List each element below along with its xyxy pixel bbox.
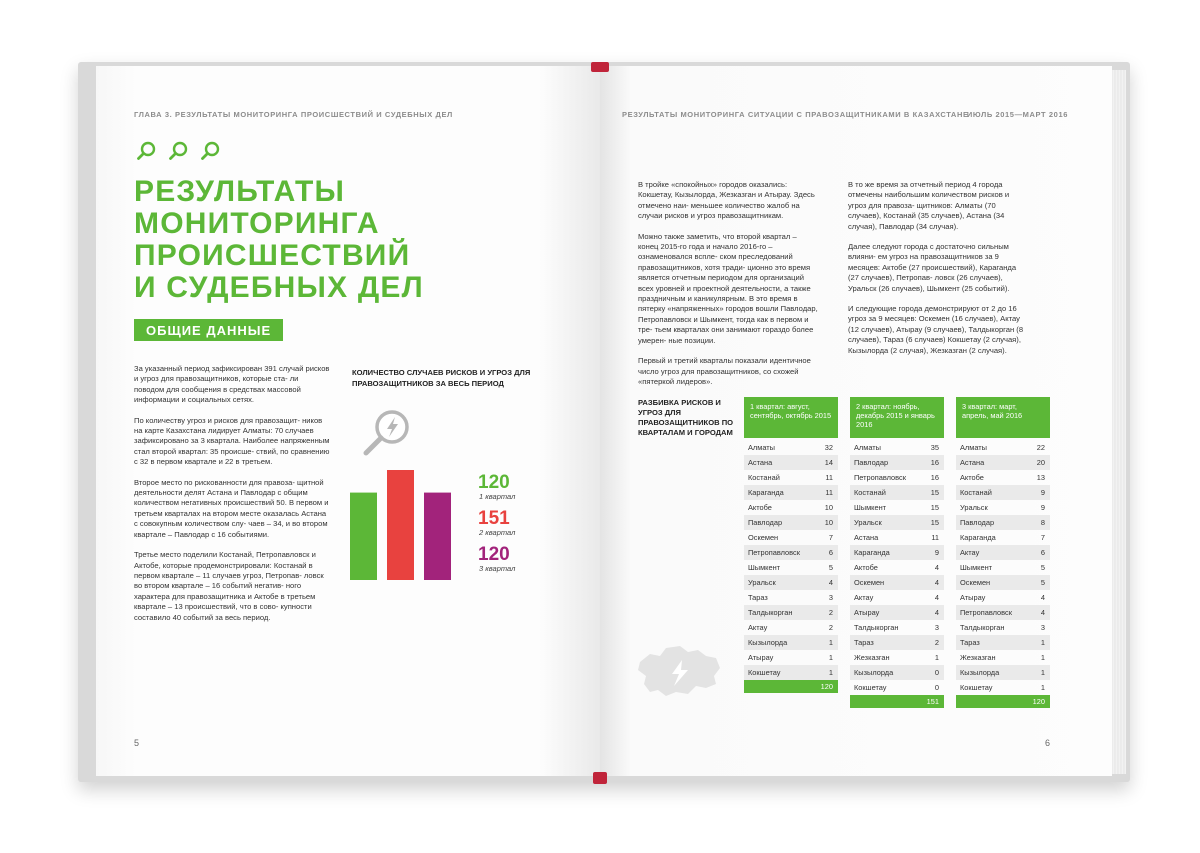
table-row (956, 620, 1050, 635)
table-row (850, 440, 944, 455)
city-name: Талдыкорган (748, 608, 793, 617)
city-value: 14 (824, 458, 833, 467)
city-name: Астана (748, 458, 773, 467)
city-name: Алматы (960, 443, 987, 452)
table-row (956, 665, 1050, 680)
city-value: 1 (1040, 653, 1045, 662)
city-value: 3 (828, 593, 833, 602)
page-number: 6 (1044, 738, 1050, 748)
city-name: Актау (748, 623, 768, 632)
left-body-text (134, 364, 330, 633)
city-name: Караганда (748, 488, 784, 497)
city-value: 1 (828, 638, 833, 647)
table-row (744, 620, 838, 635)
city-name: Тараз (854, 638, 874, 647)
city-value: 4 (1040, 593, 1045, 602)
city-name: Атырау (748, 653, 774, 662)
city-value: 1 (1040, 638, 1045, 647)
quarter-header: 3 квартал: март, апрель, май 2016 (956, 397, 1050, 438)
page-edges (1112, 70, 1126, 774)
table-row (850, 680, 944, 695)
magnifier-lightning-icon (366, 412, 407, 453)
bar-chart (348, 406, 548, 586)
paragraph: Можно также заметить, что второй квартал – конец 2015-го года и начало 2016-го – ознаменовался вспле- ском преследований правозащитников, хотя тради- ционно это время является отчетным периодом для организаций всех уровней и проектной деятельности, а также праздничным и каникулярным. В это время в пятерку «напряженных» городов вошли Павлодар, Петропавловск и Шымкент, тогда как в первом и тре- тьем кварталах они занимают гораздо более умерен- ные позиции. (638, 231, 818, 345)
city-value: 8 (1040, 518, 1045, 527)
table-row (744, 515, 838, 530)
city-name: Кызылорда (748, 638, 788, 647)
city-value: 9 (1040, 503, 1045, 512)
title-line: И СУДЕБНЫХ ДЕЛ (134, 271, 424, 304)
table-row (956, 560, 1050, 575)
city-name: Атырау (854, 608, 880, 617)
table-row (744, 545, 838, 560)
city-name: Актобе (854, 563, 878, 572)
table-row (850, 530, 944, 545)
city-value: 4 (1040, 608, 1045, 617)
table-row (744, 470, 838, 485)
table-label: РАЗБИВКА РИСКОВ И УГРОЗ ДЛЯ ПРАВОЗАЩИТНИКОВ ПО КВАРТАЛАМ И ГОРОДАМ (638, 398, 734, 437)
quarter-table-3 (956, 397, 1050, 708)
table-row (744, 500, 838, 515)
city-value: 35 (930, 443, 939, 452)
table-row (744, 590, 838, 605)
table-row (850, 560, 944, 575)
city-value: 15 (930, 503, 939, 512)
city-value: 0 (934, 683, 939, 692)
paragraph: За указанный период зафиксирован 391 случай рисков и угроз для правозащитников, которые ста- ли поводом для сообщения в средствах массовой информации и социальных сетях. (134, 364, 330, 405)
city-value: 22 (1036, 443, 1045, 452)
city-value: 2 (828, 623, 833, 632)
bar-1 (350, 493, 377, 580)
city-name: Атырау (960, 593, 986, 602)
paragraph: И следующие города демонстрируют от 2 до 16 угроз за 9 месяцев: Оскемен (16 случаев), Актау (12 случаев), Атырау (9 случаев), Талдыкорган (8 случаев), Тараз (6 случаев) Кокшетау (2 случая), Кызылорда (2 случая), Жезказган (2 случая). (848, 304, 1024, 355)
city-name: Астана (854, 533, 879, 542)
city-value: 32 (824, 443, 833, 452)
table-row (956, 485, 1050, 500)
title-line: МОНИТОРИНГА (134, 207, 380, 240)
right-running-date: ИЮЛЬ 2015—МАРТ 2016 (966, 110, 1068, 119)
table-row (744, 665, 838, 680)
city-name: Петропавловск (748, 548, 800, 557)
city-name: Кокшетау (854, 683, 887, 692)
city-value: 5 (828, 563, 833, 572)
quarter-table-1 (744, 397, 838, 693)
city-value: 5 (1040, 578, 1045, 587)
city-value: 0 (934, 668, 939, 677)
left-page (96, 66, 600, 776)
table-row (956, 470, 1050, 485)
quarter-total: 151 (850, 695, 944, 708)
city-value: 2 (828, 608, 833, 617)
city-name: Петропавловск (960, 608, 1012, 617)
city-name: Петропавловск (854, 473, 906, 482)
right-col-1 (638, 180, 818, 397)
city-name: Шымкент (748, 563, 781, 572)
paragraph: В то же время за отчетный период 4 города отмечены наибольшим количеством рисков и угроз для правоза- щитников: Алматы (70 случаев), Костанай (35 случаев), Астана (34 случая), Павлодар (34 случая). (848, 180, 1010, 231)
table-row (850, 620, 944, 635)
city-value: 10 (824, 518, 833, 527)
city-value: 1 (828, 653, 833, 662)
city-value: 15 (930, 488, 939, 497)
value-label: 120 (478, 472, 510, 493)
table-row (956, 455, 1050, 470)
magnifier-icon (168, 140, 190, 162)
quarter-header: 2 квартал: ноябрь, декабрь 2015 и январь 2016 (850, 397, 944, 438)
category-label: 1 квартал (479, 492, 516, 501)
table-row (956, 440, 1050, 455)
city-name: Тараз (748, 593, 768, 602)
bookmark-ribbon (593, 772, 607, 784)
table-row (744, 440, 838, 455)
table-row (850, 650, 944, 665)
city-name: Кокшетау (960, 683, 993, 692)
table-row (744, 650, 838, 665)
city-value: 4 (828, 578, 833, 587)
city-value: 1 (934, 653, 939, 662)
city-value: 6 (1040, 548, 1045, 557)
quarter-table-2 (850, 397, 944, 708)
page-title (134, 176, 424, 304)
city-value: 11 (825, 473, 833, 482)
city-name: Талдыкорган (960, 623, 1005, 632)
table-row (956, 530, 1050, 545)
table-row (744, 635, 838, 650)
table-row (744, 485, 838, 500)
city-value: 13 (1036, 473, 1045, 482)
city-value: 1 (828, 668, 833, 677)
right-running-head: РЕЗУЛЬТАТЫ МОНИТОРИНГА СИТУАЦИИ С ПРАВОЗАЩИТНИКАМИ В КАЗАХСТАНЕ (622, 110, 969, 119)
page-number: 5 (134, 738, 140, 748)
table-row (956, 545, 1050, 560)
table-row (956, 515, 1050, 530)
table-row (850, 575, 944, 590)
table-row (744, 560, 838, 575)
city-value: 9 (934, 548, 939, 557)
right-page (600, 66, 1112, 776)
table-row (850, 665, 944, 680)
category-label: 2 квартал (479, 528, 516, 537)
bar-3 (424, 493, 451, 580)
magnifier-icon (136, 140, 158, 162)
city-value: 16 (930, 458, 939, 467)
city-name: Оскемен (748, 533, 779, 542)
table-row (850, 635, 944, 650)
city-name: Алматы (854, 443, 881, 452)
quarter-total: 120 (956, 695, 1050, 708)
table-row (956, 605, 1050, 620)
city-name: Алматы (748, 443, 775, 452)
table-row (850, 470, 944, 485)
table-row (956, 590, 1050, 605)
category-label: 3 квартал (479, 564, 516, 573)
city-name: Кызылорда (854, 668, 894, 677)
table-row (956, 680, 1050, 695)
city-name: Жезказган (960, 653, 996, 662)
table-row (850, 605, 944, 620)
table-row (850, 500, 944, 515)
paragraph: Второе место по рискованности для правоза- щитной деятельности делят Астана и Павлодар с общим количеством негативных происшествий 50. В первом и третьем кварталах на втором месте оказалась Астана с совокупным количеством слу- чаев – 34, и во втором квартале – Павлодар с 16 событиями. (134, 477, 329, 539)
bookmark-ribbon (591, 62, 609, 72)
city-value: 4 (934, 578, 939, 587)
city-name: Уральск (748, 578, 776, 587)
table-row (744, 455, 838, 470)
table-row (956, 575, 1050, 590)
table-row (850, 455, 944, 470)
city-name: Уральск (960, 503, 988, 512)
city-value: 3 (934, 623, 939, 632)
city-value: 16 (930, 473, 939, 482)
city-value: 4 (934, 593, 939, 602)
table-row (850, 485, 944, 500)
city-name: Тараз (960, 638, 980, 647)
city-value: 3 (1040, 623, 1045, 632)
city-name: Талдыкорган (854, 623, 899, 632)
chart-title: КОЛИЧЕСТВО СЛУЧАЕВ РИСКОВ И УГРОЗ ДЛЯ ПРАВОЗАЩИТНИКОВ ЗА ВЕСЬ ПЕРИОД (352, 368, 531, 388)
city-name: Павлодар (960, 518, 995, 527)
right-col-2 (848, 180, 1028, 366)
city-value: 9 (1040, 488, 1045, 497)
table-row (744, 530, 838, 545)
title-line: РЕЗУЛЬТАТЫ (134, 175, 346, 208)
city-name: Кызылорда (960, 668, 1000, 677)
kazakhstan-map-icon (636, 640, 722, 700)
value-label: 120 (478, 544, 510, 565)
city-name: Кокшетау (748, 668, 781, 677)
city-name: Оскемен (960, 578, 991, 587)
magnifier-icon (200, 140, 222, 162)
paragraph: По количеству угроз и рисков для правозащит- ников на карте Казахстана лидирует Алматы: 70 случаев зафиксировано за 3 квартала. Наиболее напряженным стал второй квартал: 35 происше- ствий, по сравнению с 32 в первом квартале и 22 в третьем. (134, 415, 330, 467)
table-row (956, 650, 1050, 665)
quarter-header: 1 квартал: август, сентябрь, октябрь 2015 (744, 397, 838, 438)
table-row (744, 605, 838, 620)
paragraph: В тройке «спокойных» городов оказались: Кокшетау, Кызылорда, Жезказган и Атырау. Здесь отмечено наи- меньшее количество жалоб на случаи рисков и угроз правозащитникам. (638, 180, 815, 221)
left-running-head: ГЛАВА 3. РЕЗУЛЬТАТЫ МОНИТОРИНГА ПРОИСШЕСТВИЙ И СУДЕБНЫХ ДЕЛ (134, 110, 453, 119)
city-value: 4 (934, 563, 939, 572)
value-label: 151 (478, 508, 510, 529)
header-icons (136, 140, 222, 162)
city-name: Астана (960, 458, 985, 467)
city-name: Костанай (960, 488, 992, 497)
city-value: 7 (1040, 533, 1045, 542)
table-row (850, 545, 944, 560)
city-value: 15 (930, 518, 939, 527)
city-value: 10 (824, 503, 833, 512)
city-name: Павлодар (854, 458, 889, 467)
paragraph: Третье место поделили Костанай, Петропавловск и Актобе, которые продемонстрировали: Костанай в первом квартале – 11 случаев угроз, Петропав- ловск во втором квартале – 16 событий негатив- ного характера для правозащитника и Актобе в третьем квартале – 13 происшествий, что в сово- купности составило 40 событий за весь период. (134, 550, 324, 622)
city-value: 4 (934, 608, 939, 617)
city-name: Костанай (854, 488, 886, 497)
title-line: ПРОИСШЕСТВИЙ (134, 239, 411, 272)
city-name: Шымкент (854, 503, 887, 512)
city-name: Караганда (960, 533, 996, 542)
paragraph: Далее следуют города с достаточно сильным влияни- ем угроз на правозащитников за 9 месяцев: Актобе (27 происшествий), Караганда (27 случаев), Петропав- ловск (26 случаев), Уральск (26 случаев), Шымкент (25 событий). (848, 242, 1017, 293)
city-name: Оскемен (854, 578, 885, 587)
city-value: 20 (1036, 458, 1045, 467)
city-value: 2 (934, 638, 939, 647)
city-name: Жезказган (854, 653, 890, 662)
table-row (744, 575, 838, 590)
section-badge: ОБЩИЕ ДАННЫЕ (134, 319, 283, 341)
quarter-total: 120 (744, 680, 838, 693)
table-row (850, 515, 944, 530)
table-row (850, 590, 944, 605)
city-value: 7 (828, 533, 833, 542)
city-name: Актау (960, 548, 980, 557)
city-value: 1 (1040, 683, 1045, 692)
city-value: 5 (1040, 563, 1045, 572)
city-value: 1 (1040, 668, 1045, 677)
city-name: Актобе (960, 473, 984, 482)
city-value: 11 (825, 488, 833, 497)
city-name: Уральск (854, 518, 882, 527)
city-name: Караганда (854, 548, 890, 557)
city-name: Павлодар (748, 518, 783, 527)
city-name: Костанай (748, 473, 780, 482)
bar-2 (387, 470, 414, 580)
city-value: 11 (931, 533, 939, 542)
paragraph: Первый и третий кварталы показали идентичное число угроз для правозащитников, со схожей «пятеркой лидеров». (638, 356, 811, 386)
city-value: 6 (828, 548, 833, 557)
city-name: Актобе (748, 503, 772, 512)
table-row (956, 635, 1050, 650)
table-row (956, 500, 1050, 515)
city-name: Актау (854, 593, 874, 602)
city-name: Шымкент (960, 563, 993, 572)
